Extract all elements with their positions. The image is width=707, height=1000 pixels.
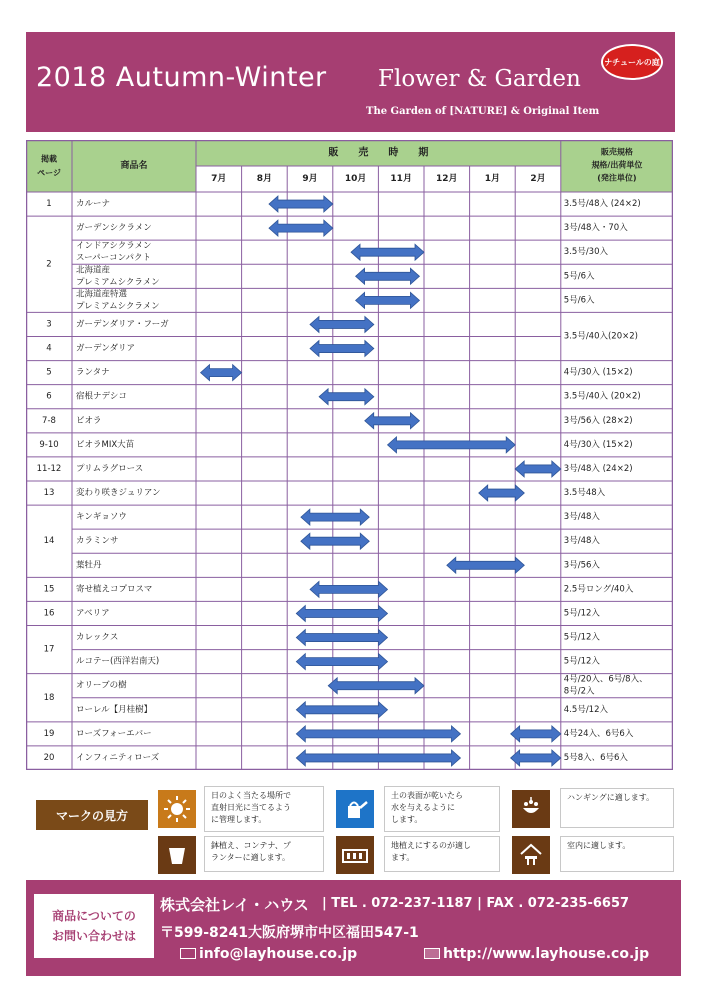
product-name: プレミアムシクラメン [76, 277, 160, 288]
period-arrow [356, 268, 420, 284]
spec-text: 4号/30入 (15×2) [563, 367, 633, 378]
website-link[interactable]: http://www.layhouse.co.jp [424, 946, 649, 962]
contact-label: 商品についての お問い合わせは [34, 894, 154, 958]
page-number: 6 [46, 391, 52, 402]
spec-text: 3号/56入 (28×2) [563, 415, 633, 426]
page-number: 1 [46, 199, 52, 210]
product-name: 寄せ植えコプロスマ [76, 584, 153, 595]
spec-text: 3号/48入・70入 [563, 223, 628, 234]
sun-icon [158, 790, 196, 828]
spec-text: 3.5号/48入 (24×2) [563, 199, 641, 210]
product-name: ビオラ [76, 415, 102, 426]
page-number: 15 [43, 584, 55, 595]
product-name: ルコテー(西洋岩南天) [76, 656, 160, 667]
period-arrow [269, 196, 333, 212]
legend-text-ground: 地植えにするのが適し ます。 [384, 836, 500, 872]
page-number: 2 [46, 259, 52, 270]
page-title: 2018 Autumn-Winter [36, 62, 327, 93]
page-number: 9-10 [39, 439, 59, 450]
page-number: 3 [46, 319, 52, 330]
product-name: キンギョソウ [76, 512, 127, 523]
period-arrow [296, 630, 387, 646]
spec-text: 3.5号/30入 [563, 247, 609, 258]
header-banner [26, 32, 675, 132]
spec-text: 5号/12入 [563, 656, 600, 667]
address: 〒599-8241大阪府堺市中区福田547-1 [160, 925, 419, 941]
legend-text-water: 土の表面が乾いたら 水を与えるように します。 [384, 786, 500, 832]
period-arrow [269, 220, 333, 236]
period-arrow [328, 678, 424, 694]
product-name: ビオラMIX大苗 [76, 439, 135, 450]
spec-text: 5号/12入 [563, 632, 600, 643]
page-number: 17 [43, 644, 55, 655]
schedule-grid [26, 140, 673, 770]
page-number: 11-12 [36, 463, 62, 474]
spec-text: 3.5号/40入 (20×2) [563, 391, 641, 402]
product-name: 葉牡丹 [76, 560, 102, 571]
spec-text: 4号24入、6号6入 [563, 728, 634, 739]
header-name: 商品名 [120, 161, 148, 171]
mail-icon [180, 948, 196, 959]
period-arrow [511, 750, 561, 766]
month-label: 8月 [256, 174, 273, 184]
computer-icon [424, 948, 440, 959]
header-spec-line: 規格/出荷単位 [591, 160, 643, 170]
product-name: ローレル【月桂樹】 [76, 704, 153, 715]
period-arrow [296, 654, 387, 670]
legend-text-hanging: ハンギングに適します。 [560, 788, 674, 828]
header-bg-left [26, 140, 196, 192]
company-name: 株式会社レイ・ハウス [160, 896, 309, 914]
period-arrow [515, 461, 561, 477]
product-name: インドアシクラメン [76, 241, 152, 252]
header-page-line2: ページ [37, 168, 61, 178]
brand-logo-text: ナチュールの庭 [604, 57, 660, 67]
planter-bed-icon [336, 836, 374, 874]
period-arrow [301, 509, 369, 525]
spec-text: 3.5号/40入(20×2) [563, 331, 638, 342]
month-label: 7月 [211, 174, 227, 184]
page-subtitle: Flower & Garden [378, 66, 581, 92]
product-name: カラミンサ [76, 536, 119, 547]
phone-fax: | TEL . 072-237-1187 | FAX . 072-235-6657 [322, 896, 630, 911]
product-name: プレミアムシクラメン [76, 301, 160, 312]
indoor-icon [512, 836, 550, 874]
spec-text: 3号/56入 [563, 560, 600, 571]
spec-text: 4.5号/12入 [563, 704, 609, 715]
product-name: ローズフォーエバー [76, 728, 152, 739]
hanging-basket-icon [512, 790, 550, 828]
legend-text-indoor: 室内に適します。 [560, 836, 674, 872]
spec-text: 3.5号48入 [563, 488, 606, 499]
header-page-line1: 掲載 [41, 154, 57, 164]
month-label: 1月 [484, 174, 501, 184]
page-number: 5 [46, 367, 52, 378]
period-arrow [201, 365, 242, 381]
period-arrow [296, 605, 387, 621]
page-number: 13 [43, 488, 55, 499]
period-arrow [479, 485, 525, 501]
page-number: 16 [43, 608, 55, 619]
spec-text: 2.5号ロング/40入 [563, 584, 634, 595]
month-label: 9月 [302, 174, 318, 184]
period-arrow [310, 341, 374, 357]
product-name: スーパーコンパクト [76, 253, 152, 264]
spec-text: 3号/48入 (24×2) [563, 463, 633, 474]
period-arrow [351, 244, 424, 260]
product-name: ガーデンシクラメン [76, 223, 152, 234]
brand-logo [601, 44, 663, 80]
header-spec-line: (発注単位) [597, 173, 637, 183]
tagline: The Garden of [NATURE] & Original Item [366, 106, 600, 117]
page-number: 20 [43, 752, 55, 763]
spec-text: 8号/2入 [563, 686, 595, 697]
legend-text-pot: 鉢植え、コンテナ、プ ランターに適します。 [204, 836, 324, 872]
product-name: カレックス [76, 632, 119, 643]
product-name: 北海道産 [76, 265, 111, 276]
product-name: 宿根ナデシコ [76, 391, 127, 402]
spec-text: 4号/30入 (15×2) [563, 439, 633, 450]
header-spec-line: 販売規格 [600, 147, 633, 157]
period-arrow [296, 702, 387, 718]
month-label: 2月 [530, 174, 546, 184]
period-arrow [310, 581, 388, 597]
product-name: 北海道産特選 [76, 289, 128, 300]
spec-text: 5号/12入 [563, 608, 600, 619]
product-name: オリーブの樹 [76, 680, 127, 691]
legend-label: マークの見方 [36, 800, 148, 830]
watering-can-icon [336, 790, 374, 828]
legend-text-sun: 日のよく当たる場所で 直射日光に当てるよう に管理します。 [204, 786, 324, 832]
product-name: ガーデンダリア・フーガ [76, 319, 169, 330]
period-arrow [365, 413, 420, 429]
page-number: 7-8 [42, 415, 56, 426]
spec-text: 5号/6入 [563, 271, 595, 282]
page-number: 4 [46, 343, 52, 354]
product-name: 変わり咲きジュリアン [76, 488, 161, 499]
header-period: 販 売 時 期 [328, 147, 429, 159]
product-name: ガーデンダリア [76, 343, 135, 354]
period-arrow [356, 292, 420, 308]
spec-text: 4号/20入、6号/8入、 [563, 674, 648, 685]
pot-icon [158, 836, 196, 874]
email-link[interactable]: info@layhouse.co.jp [180, 946, 357, 962]
period-arrow [310, 316, 374, 332]
spec-text: 5号8入、6号6入 [563, 752, 628, 763]
page-number: 18 [43, 692, 55, 703]
period-arrow [388, 437, 516, 453]
product-name: カルーナ [76, 199, 111, 210]
product-name: インフィニティローズ [76, 752, 160, 763]
period-arrow [319, 389, 374, 405]
sales-schedule-table [26, 140, 673, 770]
period-arrow [511, 726, 561, 742]
page-number: 19 [43, 728, 55, 739]
month-label: 10月 [344, 174, 367, 184]
month-label: 12月 [436, 174, 458, 184]
month-label: 11月 [390, 174, 412, 184]
footer-banner [26, 880, 681, 976]
product-name: プリムラグロース [76, 463, 144, 474]
spec-text: 3号/48入 [563, 536, 600, 547]
period-arrow [301, 533, 369, 549]
period-arrow [447, 557, 525, 573]
spec-text: 5号/6入 [563, 295, 595, 306]
page-number: 14 [43, 536, 55, 547]
spec-text: 3号/48入 [563, 512, 600, 523]
product-name: アベリア [76, 608, 110, 619]
product-name: ランタナ [76, 367, 110, 378]
